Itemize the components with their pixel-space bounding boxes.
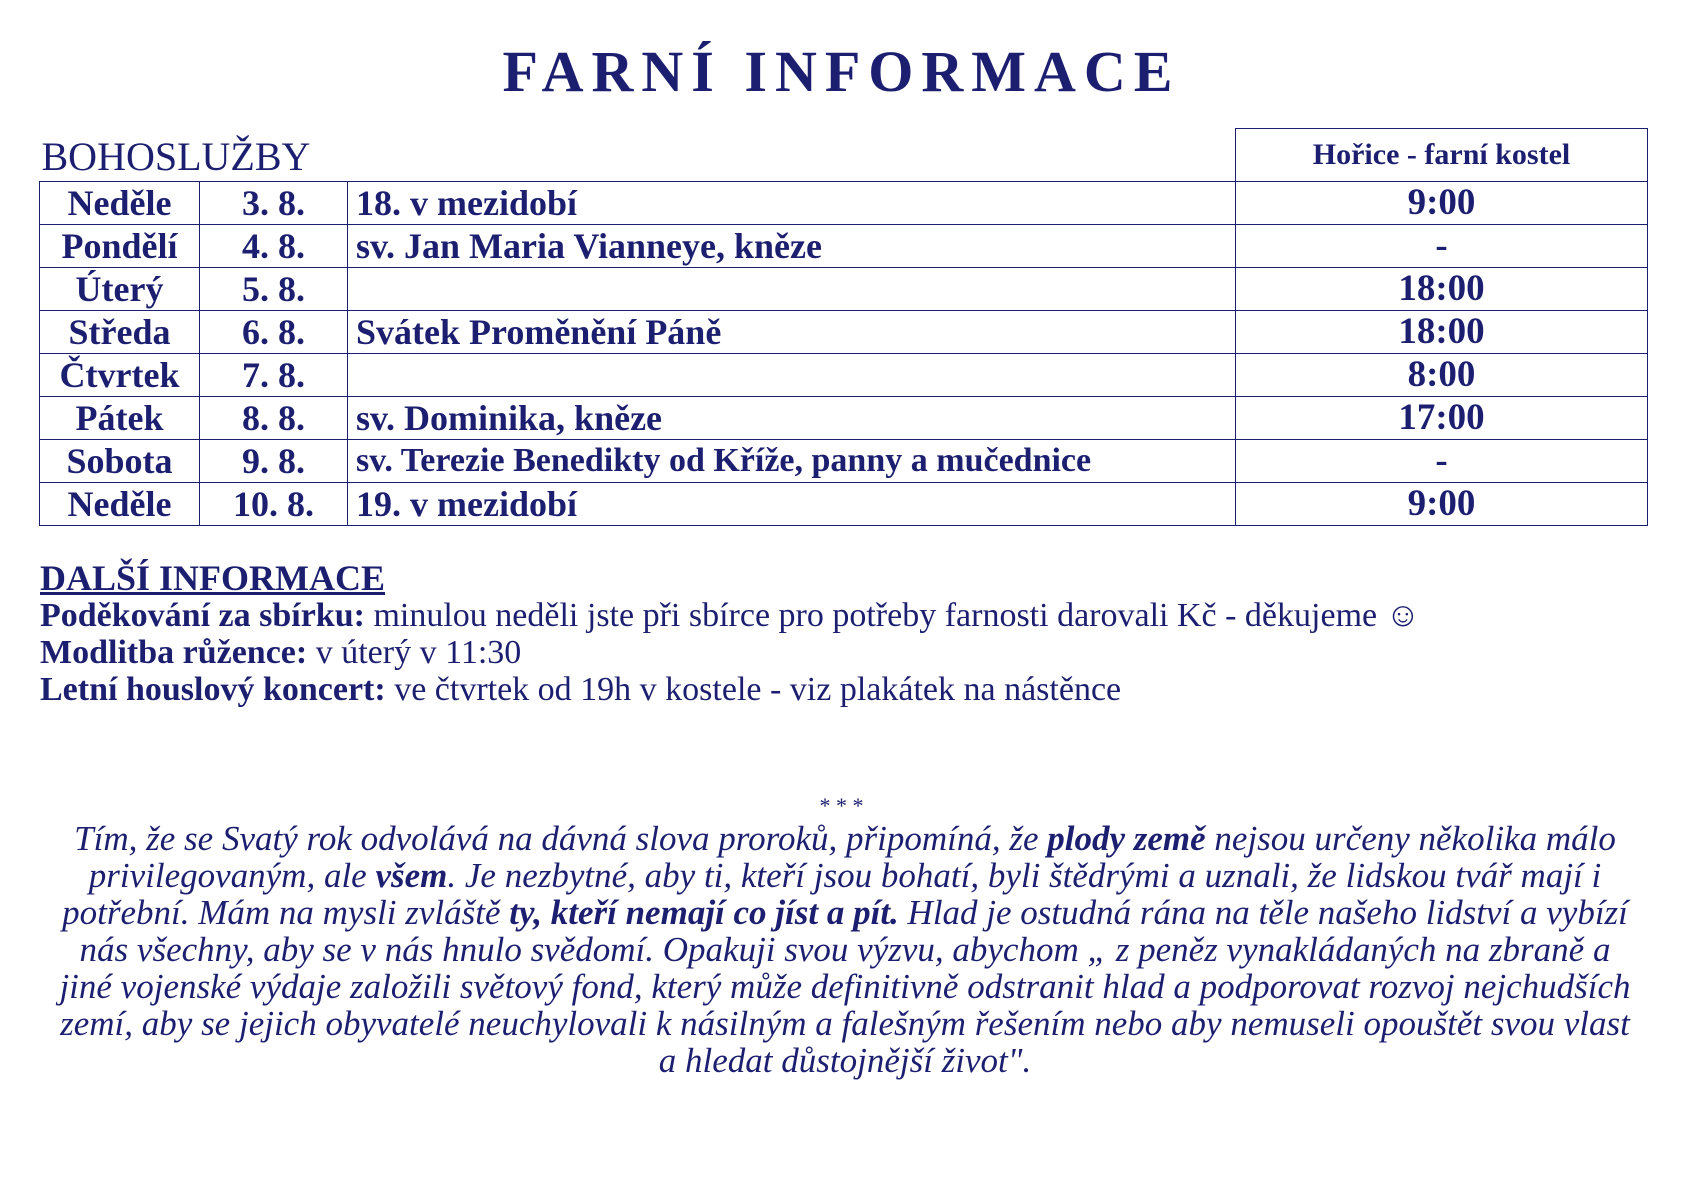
day-cell: Úterý (40, 268, 200, 311)
info-item (40, 634, 1652, 671)
info-label: Modlitba růžence: (40, 634, 308, 671)
info-label: Letní houslový koncert: (40, 671, 386, 708)
feast-cell (348, 354, 1236, 397)
quote-emphasis: plody země (1047, 819, 1206, 858)
day-cell: Sobota (40, 440, 200, 483)
table-row (40, 397, 1648, 440)
day-cell: Pátek (40, 397, 200, 440)
location-header: Hořice - farní kostel (1236, 129, 1648, 182)
quote-emphasis: ty, kteří nemají co jíst a pít. (509, 893, 899, 932)
quote-text: Tím, že se Svatý rok odvolává na dávná slova proroků, připomíná, že (74, 819, 1048, 858)
services-heading-cell (40, 129, 1236, 182)
time-cell: 8:00 (1236, 354, 1648, 397)
day-cell: Neděle (40, 483, 200, 526)
info-label: Poděkování za sbírku: (40, 597, 365, 634)
time-cell: - (1236, 225, 1648, 268)
day-cell: Středa (40, 311, 200, 354)
quote-text: Hlad je ostudná rána na těle našeho lidství a vybízí nás všechny, aby se v nás hnulo svědomí. Opakuji svou výzvu, abychom „ z peněz vynakládaných na zbraně a jiné vojenské výdaje založili světový fond, který může definitivně odstranit hlad a podporovat rozvoj nejchudších zemí, aby se jejich obyvatelé neuchylovali k násilným a falešným řešením nebo aby nemuseli opouštět svou vlast a hledat důstojnější život". (59, 893, 1631, 1080)
feast-cell: sv. Dominika, kněze (348, 397, 1236, 440)
table-row (40, 440, 1648, 483)
time-cell: 9:00 (1236, 182, 1648, 225)
date-cell: 5. 8. (200, 268, 348, 311)
info-heading: DALŠÍ INFORMACE (40, 558, 386, 598)
page-title: FARNÍ INFORMACE (502, 39, 1181, 104)
time-cell: 9:00 (1236, 483, 1648, 526)
info-item (40, 597, 1652, 634)
services-heading: BOHOSLUŽBY (41, 134, 311, 179)
day-cell: Pondělí (40, 225, 200, 268)
table-row (40, 483, 1648, 526)
feast-cell: 18. v mezidobí (348, 182, 1236, 225)
date-cell: 10. 8. (200, 483, 348, 526)
feast-cell: 19. v mezidobí (348, 483, 1236, 526)
feast-cell: Svátek Proměnění Páně (348, 311, 1236, 354)
services-table (39, 128, 1648, 526)
info-text: v úterý v 11:30 (307, 634, 522, 671)
quote-text: nejsou určeny několika málo privilegovaným, ale (88, 819, 1616, 895)
info-item (40, 671, 1652, 708)
additional-info (40, 560, 1652, 708)
table-row (40, 354, 1648, 397)
day-cell: Čtvrtek (40, 354, 200, 397)
table-row (40, 311, 1648, 354)
table-row (40, 225, 1648, 268)
quote-text: . Je nezbytné, aby ti, kteří jsou bohatí, byli štědrými a uznali, že lidskou tvář mají i potřební. Mám na mysli zvláště (62, 856, 1602, 932)
time-cell: 18:00 (1236, 268, 1648, 311)
feast-cell: sv. Jan Maria Vianneye, kněze (348, 225, 1236, 268)
time-cell: 17:00 (1236, 397, 1648, 440)
date-cell: 7. 8. (200, 354, 348, 397)
time-cell: 18:00 (1236, 311, 1648, 354)
separator: * * * (819, 793, 864, 818)
table-row (40, 268, 1648, 311)
date-cell: 9. 8. (200, 440, 348, 483)
info-text: minulou neděli jste při sbírce pro potřeby farnosti darovali Kč - děkujeme ☺ (364, 597, 1421, 634)
date-cell: 3. 8. (200, 182, 348, 225)
feast-cell: sv. Terezie Benedikty od Kříže, panny a mučednice (348, 440, 1236, 483)
quote-paragraph (50, 820, 1640, 1079)
time-cell: - (1236, 440, 1648, 483)
table-row (40, 182, 1648, 225)
table-header-row (40, 129, 1648, 182)
info-text: ve čtvrtek od 19h v kostele - viz plakátek na nástěnce (385, 671, 1122, 708)
quote-emphasis: všem (375, 856, 448, 895)
day-cell: Neděle (40, 182, 200, 225)
date-cell: 4. 8. (200, 225, 348, 268)
feast-cell (348, 268, 1236, 311)
date-cell: 8. 8. (200, 397, 348, 440)
date-cell: 6. 8. (200, 311, 348, 354)
